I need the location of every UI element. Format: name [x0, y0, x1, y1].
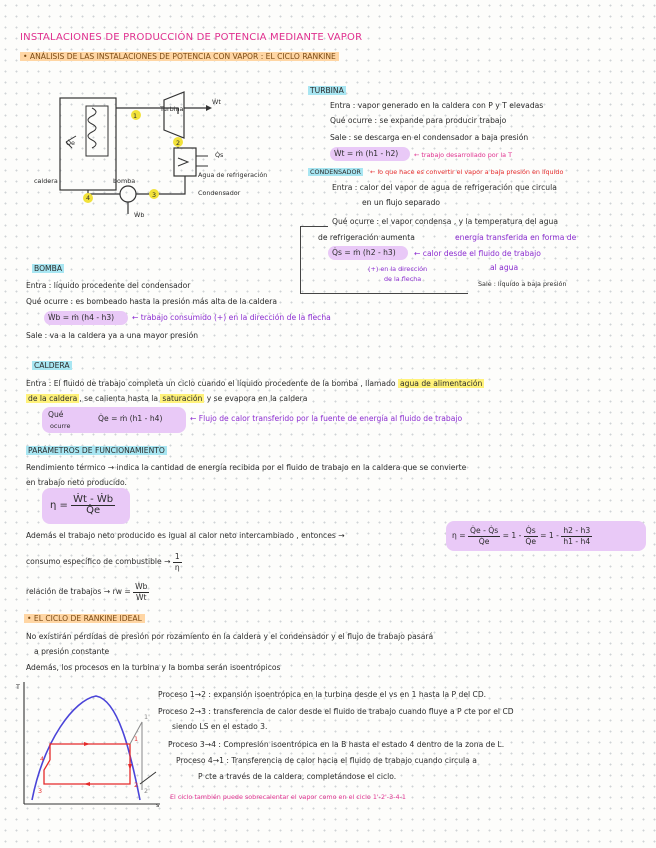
condensador-entra-2: en un flujo separado [362, 198, 441, 207]
caldera-entra-a [26, 379, 484, 390]
parametros-consumo [26, 550, 182, 574]
section-heading-analisis [20, 52, 339, 63]
parametros-heading [26, 446, 167, 457]
rw-fraction [133, 582, 149, 603]
ts-axis-t: T [16, 683, 20, 691]
diagram-p1: 1 [133, 112, 138, 120]
condenser-box [174, 148, 196, 176]
caldera-inner [86, 106, 108, 156]
condensador-ocurre-1: Qué ocurre : el vapor condensa , y la temperatura del agua [332, 217, 558, 226]
proceso-3-4: Proceso 3→4 : Compresión isoentrópica en la B hasta el estado 4 dentro de la zona de L. [168, 740, 505, 749]
ts-state-2p: 2' [144, 787, 150, 795]
bomba-heading-text: BOMBA [34, 264, 63, 273]
diagram-turbina-label: Turbina [160, 105, 184, 113]
diagram-condensador-label: Condensador [198, 189, 241, 197]
caldera-formula: Q̇e = ṁ (h1 - h4) [98, 414, 163, 423]
condensador-entra-1: Entra : calor del vapor de agua de refrigeración que circula [332, 183, 557, 192]
ts-diagram [14, 680, 164, 812]
eta2-denominator: Q̇e [478, 536, 490, 546]
condensador-heading-text: CONDENSADOR [310, 168, 361, 176]
eta3-fraction [524, 526, 538, 547]
eta4-fraction [561, 526, 592, 547]
diagram-bomba-label: bomba [113, 177, 136, 185]
diagram-wb-label: Ẇb [134, 211, 145, 219]
eta-formula [50, 494, 115, 518]
proceso-2-3-a: Proceso 2→3 : transferencia de calor desde el fluido de trabajo cuando fluye a P cte por el CD [158, 707, 514, 716]
turbina-sale: Sale : se descarga en el condensador a baja presión [330, 133, 529, 142]
diagram-qs-label: Q̇s [215, 151, 224, 159]
ideal-p2: a presión constante [34, 647, 110, 656]
parametros-rend-2: en trabajo neto producido. [26, 478, 127, 487]
caldera-agua-alimentacion: agua de alimentación [399, 379, 483, 388]
proceso-4-1-b: P cte a través de la caldera, completándose el ciclo. [198, 772, 397, 781]
caldera-heading [32, 361, 72, 372]
ts-axis-s: s [156, 801, 160, 809]
turbina-note: ← trabajo desarrollado por la T [414, 151, 512, 159]
eta-expanded-formula [452, 524, 592, 548]
eta3-denominator: Q̇e [525, 536, 537, 546]
parametros-relacion [26, 580, 149, 604]
ideal-heading [24, 614, 145, 625]
divider-top [300, 226, 328, 227]
proceso-1-2: Proceso 1→2 : expansión isoentrópica en la turbina desde el vs en 1 hasta la P del CD. [158, 690, 487, 699]
eta-denominator: Q̇e [86, 504, 101, 516]
divider-bottom [300, 293, 468, 294]
eta2-mid: = 1 - [502, 531, 522, 540]
ts-state-1p: 1' [144, 713, 150, 721]
caldera-entra-b2: , se calienta hasta la [79, 394, 158, 403]
eta-fraction [71, 495, 115, 516]
caldera-ocurre: ocurre [50, 422, 71, 430]
caldera-saturacion: saturación [162, 394, 203, 403]
condensador-energia: energía transferida en forma de [455, 233, 577, 242]
proceso-2-3-b: siendo LS en el estado 3. [172, 722, 268, 731]
condensador-note: ← lo que hace es convertir el vapor a baja presión en líquido [370, 168, 564, 176]
parametros-ademas: Además el trabajo neto producido es igual al calor neto intercambiado , entonces → [26, 531, 345, 540]
relacion-text: relación de trabajos → [26, 587, 111, 596]
turbine-shape [164, 92, 184, 138]
condensador-heading [308, 167, 363, 178]
caldera-entra-b1: de la caldera [28, 394, 78, 403]
caldera-entra-a-text: Entra : El fluido de trabajo completa un ciclo cuando el líquido procedente de la bomba , llamado [26, 379, 396, 388]
rw-denominator: Ẇt [136, 592, 147, 602]
condensador-al-agua: al agua [490, 263, 519, 272]
eta4-denominator: h1 - h4 [563, 536, 591, 546]
diagram-qe-label: Q̇e [66, 139, 75, 147]
diagram-wt-label: Ẇt [212, 98, 221, 106]
turbina-entra: Entra : vapor generado en la caldera con P y T elevadas [330, 101, 544, 110]
ideal-p3: Además, los procesos en la turbina y la bomba serán isoentrópicos [26, 663, 281, 672]
ts-state-1: 1 [134, 735, 139, 743]
bomba-ocurre: Qué ocurre : es bombeado hasta la presión más alta de la caldera [26, 297, 277, 306]
bomba-sale: Sale : va a la caldera ya a una mayor presión [26, 331, 199, 340]
consumo-fraction [173, 552, 182, 573]
ideal-p1: No existirán pérdidas de presión por rozamiento en la caldera y el condensador y el flujo de trabajo pasará [26, 632, 434, 641]
rw-numerator: Ẇb [135, 581, 148, 591]
consumo-text: consumo específico de combustible → [26, 557, 171, 566]
diagram-p3: 3 [152, 191, 157, 199]
ts-state-4: 4 [40, 755, 45, 763]
eta2-numerator: Q̇e - Q̇s [470, 525, 499, 535]
diagram-agua-label: Agua de refrigeración [198, 171, 268, 179]
page-title: INSTALACIONES DE PRODUCCIÓN DE POTENCIA MEDIANTE VAPOR [20, 32, 363, 43]
rankine-cycle-path [44, 744, 130, 784]
ideal-note: El ciclo también puede sobrecalentar el vapor como en el ciclo 1'-2'-3-4-1 [170, 793, 406, 801]
caldera-note: ← Flujo de calor transferido por la fuente de energía al fluido de trabajo [190, 414, 463, 423]
parametros-heading-text: PARÁMETROS DE FUNCIONAMIENTO [28, 446, 165, 455]
consumo-denominator: η [174, 562, 180, 572]
ts-state-3: 3 [38, 787, 43, 795]
caldera-heading-text: CALDERA [34, 361, 70, 370]
condensador-sale: Sale : líquido a baja presión [478, 280, 567, 288]
eta2-fraction [468, 526, 500, 547]
parametros-rend-1: Rendimiento térmico → indica la cantidad de energía recibida por el fluido de trabajo en la caldera que se convierte [26, 463, 467, 472]
consumo-numerator: 1 [174, 551, 180, 561]
condensador-flecha-2: de la flecha [384, 275, 422, 283]
diagram-p4: 4 [86, 194, 91, 202]
condensador-calor: ← calor desde el fluido de trabajo [414, 249, 541, 258]
eta-numerator: Ẇt - Ẇb [73, 493, 114, 505]
turbina-heading [308, 86, 346, 97]
eta2-symbol: η = [452, 531, 466, 540]
caldera-que: Qué [48, 410, 64, 419]
bomba-formula: Ẇb = ṁ (h4 - h3) [48, 313, 115, 322]
bomba-entra: Entra : líquido procedente del condensador [26, 281, 191, 290]
condensador-flecha-1: (+) en la dirección [368, 265, 428, 273]
ideal-heading-text: • EL CICLO DE RANKINE IDEAL [24, 614, 145, 623]
turbina-heading-text: TURBINA [310, 86, 344, 95]
pump-circle [120, 186, 136, 202]
caldera-entra-b3: y se evapora en la caldera [206, 394, 308, 403]
eta3-numerator: Q̇s [525, 525, 536, 535]
proceso-4-1-a: Proceso 4→1 : Transferencia de calor hacia el fluido de trabajo cuando circula a [176, 756, 477, 765]
turbina-ocurre: Qué ocurre : se expande para producir trabajo [330, 116, 507, 125]
condensador-ocurre-2: de refrigeración aumenta [318, 233, 415, 242]
eta4-numerator: h2 - h3 [563, 525, 591, 535]
diagram-caldera-label: caldera [34, 177, 58, 185]
bomba-heading [32, 264, 64, 275]
eta3-mid: = 1 - [540, 531, 559, 540]
heating-coil-icon [88, 108, 96, 148]
analisis-heading-text: • ANÁLISIS DE LAS INSTALACIONES DE POTENCIA CON VAPOR : EL CICLO RANKINE [20, 52, 339, 61]
rankine-cycle-diagram [28, 80, 288, 230]
turbina-formula: Ẇt = ṁ (h1 - h2) [334, 149, 399, 158]
bomba-note: ← trabajo consumido (+) en la dirección de la flecha [132, 313, 331, 322]
diagram-p2: 2 [176, 139, 181, 147]
caldera-entra-b [26, 394, 307, 405]
condensador-formula: Q̇s = ṁ (h2 - h3) [332, 248, 396, 257]
eta-symbol: η = [50, 500, 68, 511]
divider-vertical [300, 226, 301, 294]
ts-state-2: 2 [134, 781, 139, 789]
rw-symbol: rw = [112, 587, 131, 596]
